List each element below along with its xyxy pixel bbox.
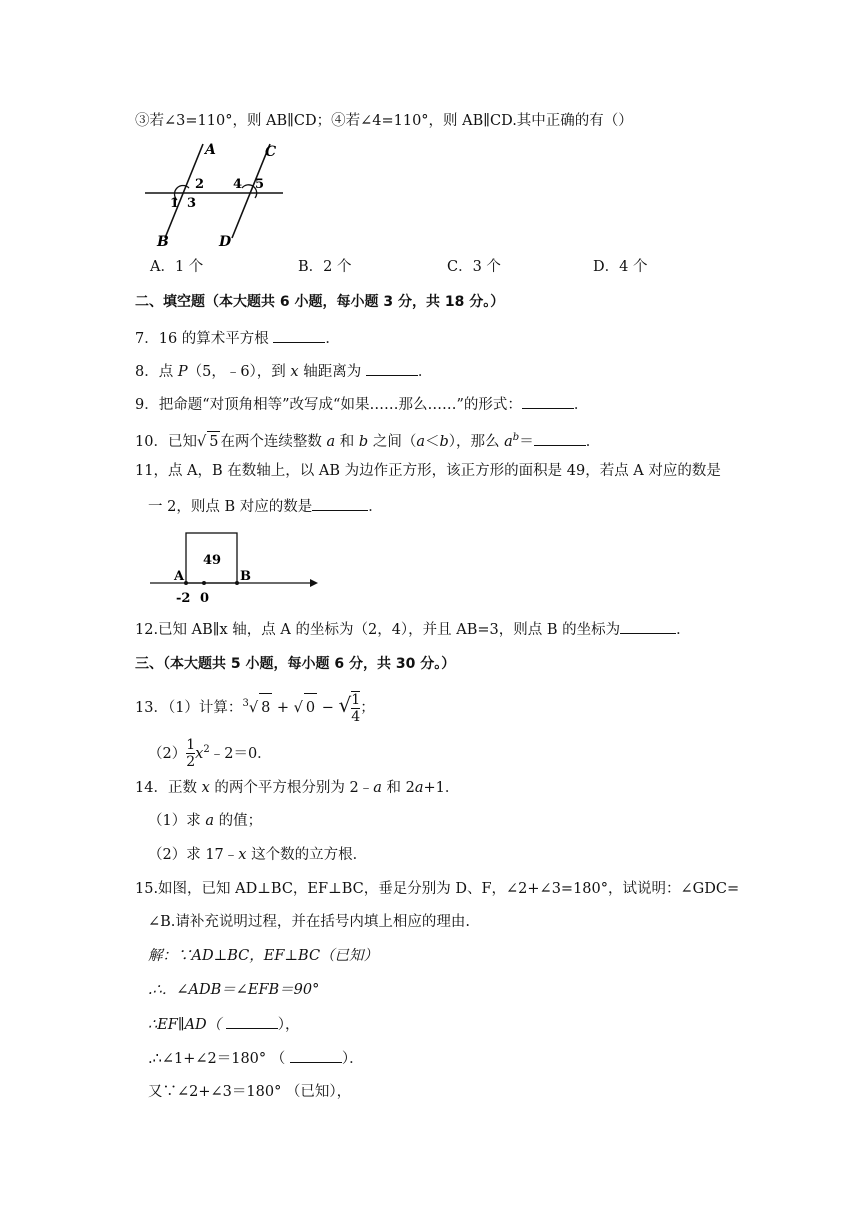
solution-step-1: 解：∵AD⊥BC，EF⊥BC（已知） (148, 948, 379, 964)
question-13-part-1: 13．（1）计算：$^3$√ 8 + √ 0 − √ $\frac{1}{4}$ ； (135, 691, 375, 725)
section-3-heading: 三、（本大题共 5 小题，每小题 6 分，共 30 分。） (135, 656, 456, 672)
tick-zero: 0 (200, 591, 210, 606)
tick-neg2: -2 (176, 591, 191, 606)
label-a: A (205, 142, 216, 158)
question-11-line-2: 一 2，则点 B 对应的数是 ． (148, 496, 383, 517)
number-line-figure (148, 530, 323, 610)
question-14-part-1: （1）求 a 的值； (148, 813, 263, 829)
label-b: B (157, 234, 169, 250)
solution-step-4: .∴∠1+∠2＝180° （ ）． (148, 1048, 364, 1069)
question-10: 10．已知√ 5 在两个连续整数 a 和 b 之间（a＜b），那么 $a^b=$ ． (135, 432, 601, 450)
label-c: C (265, 144, 277, 160)
question-11-line-1: 11，点 A，B 在数轴上，以 AB 为边作正方形，该正方形的面积是 49，若点 A 对应的数是 (135, 463, 721, 479)
square-area-label: 49 (203, 553, 222, 568)
question-12: 12.已知 AB∥x 轴，点 A 的坐标为（2，4），并且 AB=3，则点 B 的坐标为 ． (135, 619, 691, 640)
section-2-heading: 二、填空题（本大题共 6 小题，每小题 3 分，共 18 分。） (135, 294, 505, 310)
question-8: 8．点 P（5，﹣6），到 x 轴距离为 ． (135, 361, 432, 382)
question-15-line-1: 15.如图，已知 AD⊥BC，EF⊥BC，垂足分别为 D、F，∠2+∠3=180°，试说明：∠GDC= (135, 881, 740, 897)
option-b: B．2 个 (298, 259, 352, 275)
label-1: 1 (170, 196, 180, 211)
label-4: 4 (233, 177, 243, 192)
solution-step-5: 又∵∠2+∠3＝180° （已知）， (148, 1084, 352, 1100)
option-a: A．1 个 (150, 259, 204, 275)
solution-step-3: ∴EF∥AD（ ）， (148, 1014, 300, 1035)
question-7: 7．16 的算术平方根 ． (135, 328, 340, 349)
q6-continuation: ③若∠3=110°，则 AB∥CD；④若∠4=110°，则 AB∥CD.其中正确的有（） (135, 113, 633, 129)
point-b-label: B (240, 569, 251, 584)
label-2: 2 (195, 177, 205, 192)
label-5: 5 (255, 177, 265, 192)
question-13-part-2: （2） $\frac{1}{2}$ $x^2﹣2=0$． (148, 737, 272, 771)
point-a-label: A (174, 569, 185, 584)
option-c: C．3 个 (447, 259, 501, 275)
option-d: D．4 个 (593, 259, 648, 275)
label-3: 3 (187, 196, 197, 211)
label-d: D (219, 234, 232, 250)
parallel-lines-figure (145, 140, 295, 252)
solution-step-2: .∴．∠ADB＝∠EFB＝90° (148, 982, 320, 998)
question-15-line-2: ∠B.请补充说明过程，并在括号内填上相应的理由. (148, 914, 471, 930)
question-14-stem: 14．正数 x 的两个平方根分别为 2﹣a 和 2a+1． (135, 780, 460, 796)
question-14-part-2: （2）求 17﹣x 这个数的立方根． (148, 847, 368, 863)
question-9: 9．把命题“对顶角相等”改写成“如果……那么……”的形式： ． (135, 394, 588, 415)
